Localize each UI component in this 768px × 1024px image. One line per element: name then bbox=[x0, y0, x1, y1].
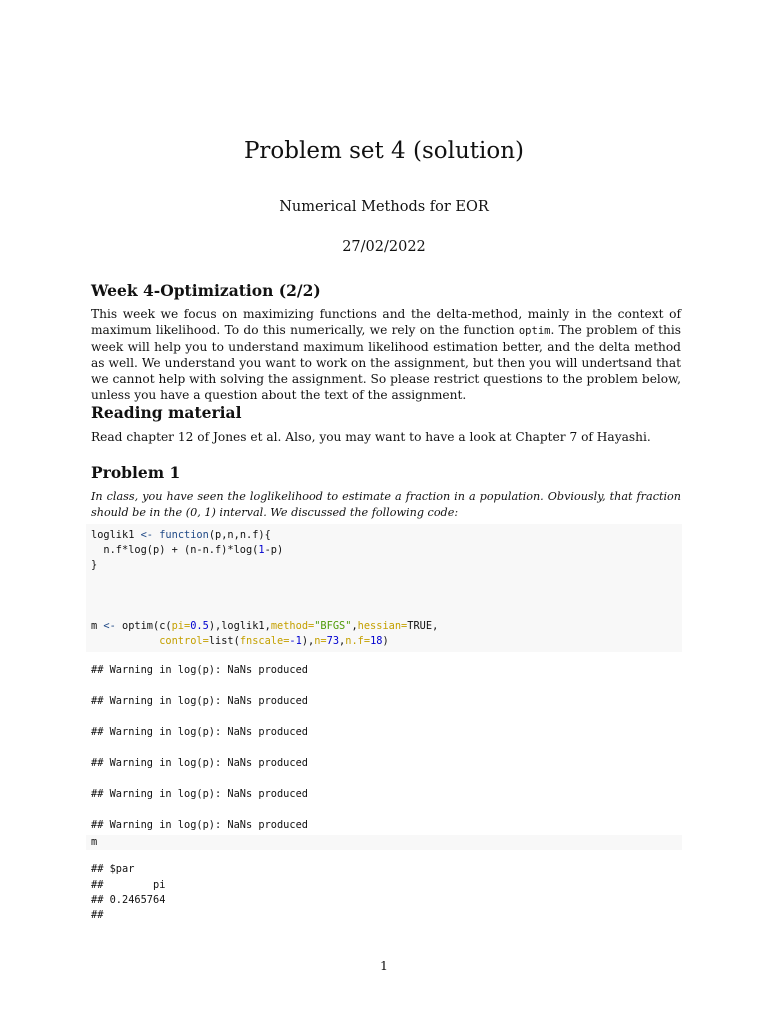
code-token: control= bbox=[159, 635, 209, 647]
code-token: "BFGS" bbox=[314, 620, 352, 632]
code-line-3: } bbox=[91, 559, 98, 571]
code-token: 73 bbox=[326, 635, 340, 647]
code-token: ), bbox=[301, 635, 315, 647]
code-line-5 bbox=[91, 634, 389, 649]
code-token: , bbox=[339, 635, 346, 647]
result-output-2: ## pi bbox=[91, 879, 166, 891]
warning-output-2: ## Warning in log(p): NaNs produced bbox=[91, 695, 308, 707]
code-line-4 bbox=[91, 619, 438, 634]
code-line-m: m bbox=[91, 836, 98, 848]
code-token: optim(c( bbox=[115, 620, 172, 632]
code-token: 18 bbox=[370, 635, 383, 647]
code-token: pi= bbox=[171, 620, 191, 632]
code-token: , bbox=[432, 620, 439, 632]
code-token: -1 bbox=[289, 635, 302, 647]
code-token: (p,n,n.f){ bbox=[208, 529, 271, 541]
document-title: Problem set 4 (solution) bbox=[243, 138, 525, 164]
code-token: list( bbox=[208, 635, 240, 647]
document-date: 27/02/2022 bbox=[342, 239, 426, 255]
code-token: <- bbox=[103, 620, 116, 632]
result-output-4: ## bbox=[91, 909, 104, 921]
code-line-1 bbox=[91, 528, 271, 543]
optim-inline-code: optim bbox=[518, 325, 551, 337]
code-token: n= bbox=[314, 635, 327, 647]
problem1-intro: In class, you have seen the loglikelihood to estimate a fraction in a population. Obviously, that fraction should be in the (0, 1) interval. We discussed the following code: bbox=[91, 490, 681, 519]
code-token bbox=[91, 635, 159, 647]
code-token: ) bbox=[382, 635, 389, 647]
code-token: , bbox=[351, 620, 358, 632]
result-output-3: ## 0.2465764 bbox=[91, 894, 166, 906]
code-token: m bbox=[91, 620, 104, 632]
section-heading-problem1: Problem 1 bbox=[91, 463, 181, 482]
code-token: TRUE bbox=[407, 620, 433, 632]
code-token: ),loglik1, bbox=[208, 620, 271, 632]
warning-output-5: ## Warning in log(p): NaNs produced bbox=[91, 788, 308, 800]
code-token: 1 bbox=[258, 544, 265, 556]
result-output-1: ## $par bbox=[91, 863, 135, 875]
warning-output-4: ## Warning in log(p): NaNs produced bbox=[91, 757, 308, 769]
code-block-m bbox=[86, 835, 682, 850]
warning-output-3: ## Warning in log(p): NaNs produced bbox=[91, 726, 308, 738]
section-heading-week4: Week 4-Optimization (2/2) bbox=[91, 281, 321, 300]
code-token: method= bbox=[270, 620, 315, 632]
warning-output-6: ## Warning in log(p): NaNs produced bbox=[91, 819, 308, 831]
week4-text-a: This week we focus on maximizing functions and the delta-method, mainly in the context of maximum likelihood. To do this numerically, we rely on the function bbox=[91, 307, 681, 337]
page-number: 1 bbox=[380, 958, 388, 973]
code-token: n.f*log(p) + (n-n.f)*log( bbox=[91, 544, 259, 556]
section-heading-reading: Reading material bbox=[91, 403, 242, 422]
code-token: n.f= bbox=[345, 635, 371, 647]
code-token: function bbox=[159, 529, 209, 541]
code-token: <- bbox=[140, 529, 154, 541]
code-token: 0.5 bbox=[190, 620, 209, 632]
code-token: hessian= bbox=[357, 620, 408, 632]
document-subtitle: Numerical Methods for EOR bbox=[279, 199, 489, 215]
code-line-2 bbox=[91, 543, 283, 558]
code-token: -p) bbox=[264, 544, 284, 556]
warning-output-1: ## Warning in log(p): NaNs produced bbox=[91, 664, 308, 676]
week4-paragraph bbox=[91, 306, 681, 403]
reading-paragraph: Read chapter 12 of Jones et al. Also, you may want to have a look at Chapter 7 of Hayashi. bbox=[91, 430, 651, 444]
week4-text-b: . The problem of this week will help you to understand maximum likelihood estimation better, and the delta method as well. We understand you want to work on the assignment, but then you will undertsand that we cannot help with solving the assignment. So please restrict questions to the problem below, unless you have a question about the text of the assignment. bbox=[91, 323, 681, 402]
code-token: fnscale= bbox=[239, 635, 290, 647]
code-token: loglik1 bbox=[91, 529, 141, 541]
code-block-loglik bbox=[86, 524, 682, 652]
